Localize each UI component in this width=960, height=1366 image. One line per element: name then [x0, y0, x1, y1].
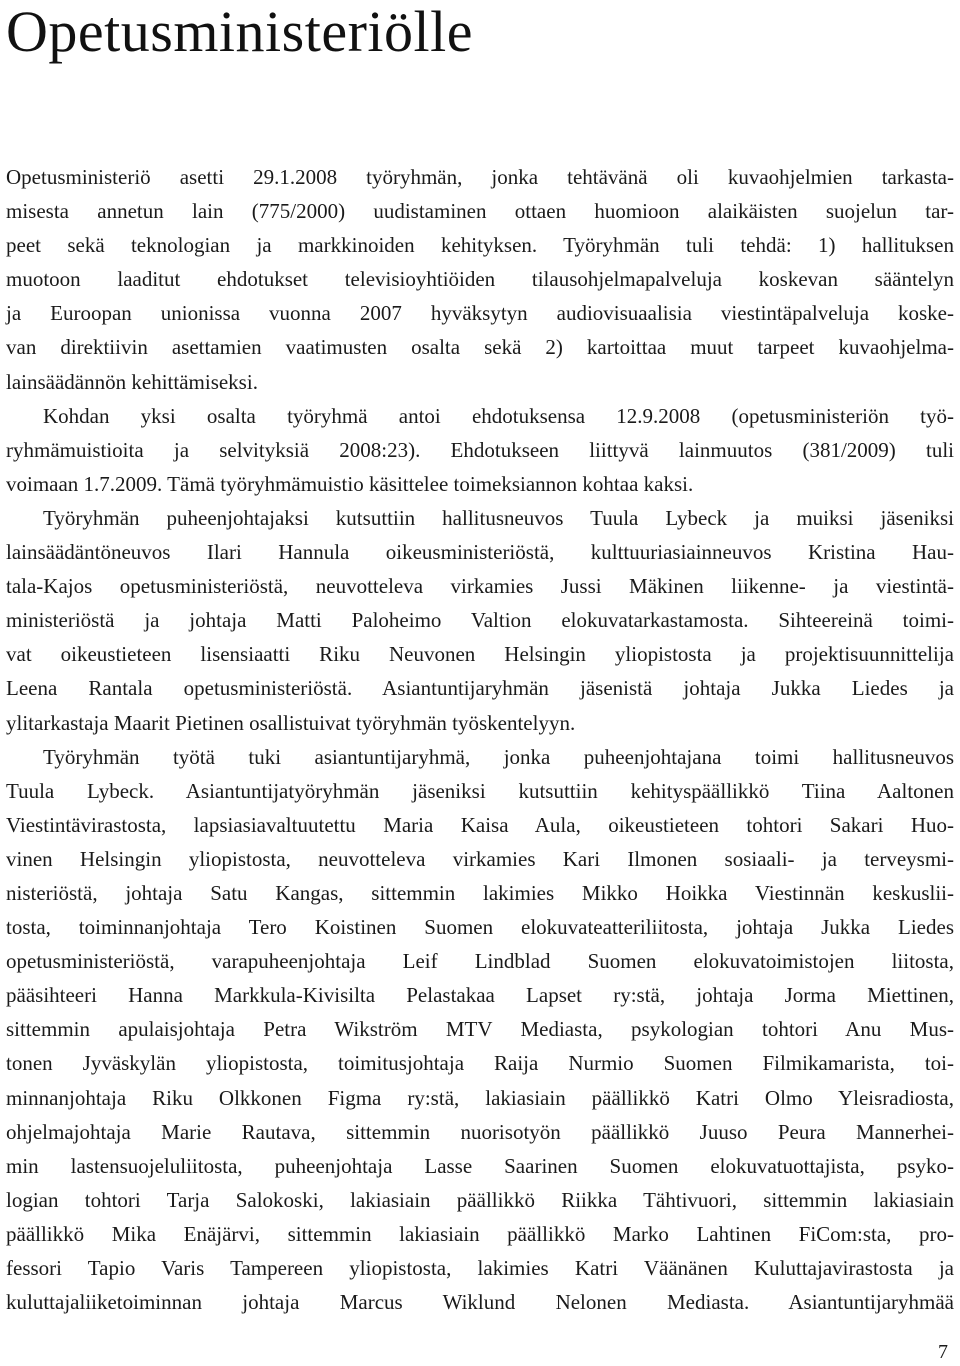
text-line: ylitarkastaja Maarit Pietinen osallistuivat työryhmän työskentelyyn. [6, 710, 576, 735]
text-line: Viestintävirastosta, lapsiasiavaltuutettu Maria Kaisa Aula, oikeustieteen tohtori Sakari Huo- [6, 812, 954, 837]
text-line: vat oikeustieteen lisensiaatti Riku Neuvonen Helsingin yliopistosta ja projektisuunnittelija [6, 642, 954, 667]
text-line: vinen Helsingin yliopistosta, neuvotteleva virkamies Kari Ilmonen sosiaali- ja terveysmi- [6, 846, 954, 871]
text-line: tonen Jyväskylän yliopistosta, toimitusjohtaja Raija Nurmio Suomen Filmikamarista, toi- [6, 1051, 954, 1076]
text-line: kuluttajaliiketoiminnan johtaja Marcus Wiklund Nelonen Mediasta. Asiantuntijaryhmää [6, 1290, 954, 1315]
text-line: peet sekä teknologian ja markkinoiden kehityksen. Työryhmän tuli tehdä: 1) hallituksen [6, 233, 954, 258]
text-line: lainsäädäntöneuvos Ilari Hannula oikeusministeriöstä, kulttuuriasiainneuvos Kristina Hau- [6, 540, 954, 565]
text-line: Kohdan yksi osalta työryhmä antoi ehdotuksensa 12.9.2008 (opetusministeriön työ- [43, 403, 954, 428]
text-line: ryhmämuistioita ja selvityksiä 2008:23). Ehdotukseen liittyvä lainmuutos (381/2009) tuli [6, 437, 954, 462]
text-line: voimaan 1.7.2009. Tämä työryhmämuistio käsittelee toimeksiannon kohtaa kaksi. [6, 471, 694, 496]
text-line: minnanjohtaja Riku Olkkonen Figma ry:stä, lakiasiain päällikkö Katri Olmo Yleisradiosta, [6, 1085, 954, 1110]
text-line: Opetusministeriö asetti 29.1.2008 työryhmän, jonka tehtävänä oli kuvaohjelmien tarkasta- [6, 165, 954, 189]
text-line: min lastensuojeluliitosta, puheenjohtaja Lasse Saarinen Suomen elokuvatuottajista, psyko- [6, 1153, 954, 1178]
text-line: ministeriöstä ja johtaja Matti Paloheimo Valtion elokuvatarkastamosta. Sihteereinä toimi- [6, 608, 954, 633]
text-line: opetusministeriöstä, varapuheenjohtaja Leif Lindblad Suomen elokuvatoimistojen liitosta, [6, 949, 954, 974]
text-line: Leena Rantala opetusministeriöstä. Asiantuntijaryhmän jäsenistä johtaja Jukka Liedes ja [6, 676, 954, 701]
text-line: pääsihteeri Hanna Markkula-Kivisilta Pelastakaa Lapset ry:stä, johtaja Jorma Miettinen, [6, 983, 954, 1008]
text-line: lainsäädännön kehittämiseksi. [6, 369, 258, 394]
text-line: fessori Tapio Varis Tampereen yliopistosta, lakimies Katri Väänänen Kuluttajavirastosta ja [6, 1256, 954, 1280]
text-line: ohjelmajohtaja Marie Rautava, sittemmin nuorisotyön päällikkö Juuso Peura Mannerhei- [6, 1119, 954, 1144]
text-line: Työryhmän puheenjohtajaksi kutsuttiin hallitusneuvos Tuula Lybeck ja muiksi jäseniksi [43, 505, 954, 530]
text-line: päällikkö Mika Enäjärvi, sittemmin lakiasiain päällikkö Marko Lahtinen FiCom:sta, pro- [6, 1221, 954, 1246]
text-line: tala-Kajos opetusministeriöstä, neuvotteleva virkamies Jussi Mäkinen liikenne- ja viestintä- [6, 574, 954, 599]
body-text [6, 160, 954, 1319]
text-line: ja Euroopan unionissa vuonna 2007 hyväksytyn audiovisuaalisia viestintäpalveluja koske- [6, 301, 954, 326]
text-line: misesta annetun lain (775/2000) uudistaminen ottaen huomioon alaikäisten suojelun tar- [6, 199, 954, 224]
text-line: nisteriöstä, johtaja Satu Kangas, sittemmin lakimies Mikko Hoikka Viestinnän keskuslii- [6, 880, 954, 905]
text-line: sittemmin apulaisjohtaja Petra Wikström MTV Mediasta, psykologian tohtori Anu Mus- [6, 1017, 954, 1042]
text-line: van direktiivin asettamien vaatimusten osalta sekä 2) kartoittaa muut tarpeet kuvaohjelma- [6, 335, 954, 360]
text-line: muotoon laaditut ehdotukset televisioyhtiöiden tilausohjelmapalveluja koskevan sääntelyn [6, 267, 954, 292]
text-line: Työryhmän työtä tuki asiantuntijaryhmä, jonka puheenjohtajana toimi hallitusneuvos [43, 744, 954, 769]
text-line: tosta, toiminnanjohtaja Tero Koistinen Suomen elokuvateatteriliitosta, johtaja Jukka Liedes [6, 915, 954, 940]
page-number: 7 [938, 1341, 948, 1363]
page-title: Opetusministeriölle [6, 0, 473, 64]
text-line: logian tohtori Tarja Salokoski, lakiasiain päällikkö Riikka Tähtivuori, sittemmin lakiasiain [6, 1187, 954, 1212]
text-line: Tuula Lybeck. Asiantuntijatyöryhmän jäseniksi kutsuttiin kehityspäällikkö Tiina Aaltonen [6, 778, 954, 803]
